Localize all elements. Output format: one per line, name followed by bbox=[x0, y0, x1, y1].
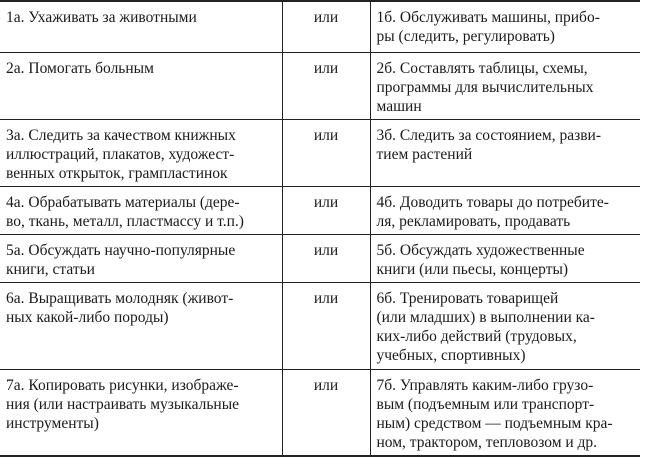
or-cell: или bbox=[282, 186, 370, 234]
option-b-cell: 1б. Обслуживать машины, прибо- ры (следить, регулировать) bbox=[370, 1, 640, 52]
or-cell: или bbox=[282, 1, 370, 52]
or-cell: или bbox=[282, 282, 370, 369]
or-cell: или bbox=[282, 52, 370, 119]
option-a-cell: 1а. Ухаживать за животными bbox=[0, 1, 282, 52]
or-cell: или bbox=[282, 119, 370, 186]
option-a-cell: 3а. Следить за качеством книжных иллюстраций, плакатов, художест- венных открыток, грампластинок bbox=[0, 119, 282, 186]
option-b-cell: 2б. Составлять таблицы, схемы, программы для вычислительных машин bbox=[370, 52, 640, 119]
option-a-cell: 5а. Обсуждать научно-популярные книги, статьи bbox=[0, 234, 282, 282]
table-row bbox=[0, 369, 640, 456]
table-row bbox=[0, 52, 640, 119]
table-row bbox=[0, 186, 640, 234]
option-b-cell: 5б. Обсуждать художественные книги (или пьесы, концерты) bbox=[370, 234, 640, 282]
option-a-cell: 2а. Помогать больным bbox=[0, 52, 282, 119]
option-a-cell: 4а. Обрабатывать материалы (дере- во, ткань, металл, пластмассу и т.п.) bbox=[0, 186, 282, 234]
table-row bbox=[0, 234, 640, 282]
table-row bbox=[0, 282, 640, 369]
option-a-cell: 6а. Выращивать молодняк (живот- ных какой-либо породы) bbox=[0, 282, 282, 369]
table-row bbox=[0, 119, 640, 186]
option-b-cell: 3б. Следить за состоянием, разви- тием растений bbox=[370, 119, 640, 186]
option-a-cell: 7а. Копировать рисунки, изображе- ния (или настраивать музыкальные инструменты) bbox=[0, 369, 282, 456]
or-cell: или bbox=[282, 369, 370, 456]
option-b-cell: 6б. Тренировать товарищей (или младших) в выполнении ка- ких-либо действий (трудовых, учебных, спортивных) bbox=[370, 282, 640, 369]
or-cell: или bbox=[282, 234, 370, 282]
option-b-cell: 4б. Доводить товары до потребите- ля, рекламировать, продавать bbox=[370, 186, 640, 234]
table-row bbox=[0, 1, 640, 52]
option-b-cell: 7б. Управлять каким-либо грузо- вым (подъемным или транспорт- ным) средством — подъемным кра- ном, трактором, тепловозом и др. bbox=[370, 369, 640, 456]
